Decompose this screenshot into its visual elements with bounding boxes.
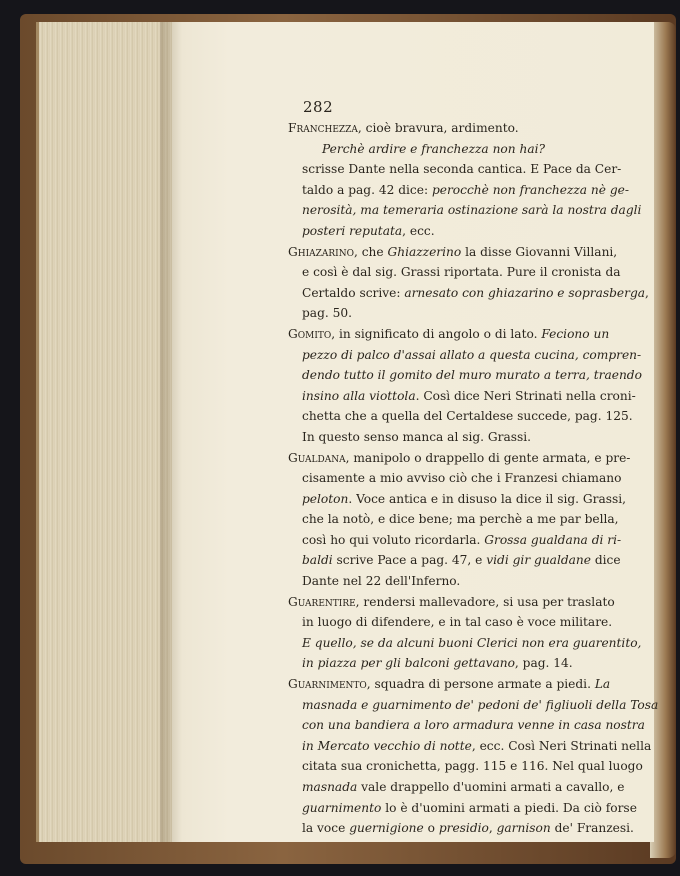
text-segment: e così è dal sig. Grassi riportata. Pure il cronista da (302, 265, 621, 280)
text-segment: . Voce antica e in disuso la dice il sig. Grassi, (348, 491, 627, 506)
text-line (288, 674, 644, 695)
italic-text: E quello, se da alcuni buoni Clerici non era guarentito, (302, 635, 642, 650)
text-line (288, 200, 644, 221)
text-line (288, 592, 644, 613)
italic-text: dendo tutto il gomito del muro murato a terra, traendo (302, 368, 642, 383)
text-line (288, 756, 644, 777)
text-line (288, 633, 644, 654)
italic-text: in piazza per gli balconi gettavano (302, 656, 515, 671)
page-number: 282 (303, 98, 334, 116)
text-line (288, 427, 644, 448)
text-line (288, 180, 644, 201)
page-edges (36, 22, 179, 842)
italic-text: peloton (302, 491, 349, 506)
italic-text: garnison (496, 821, 551, 836)
text-line (288, 695, 659, 716)
text-segment: In questo senso manca al sig. Grassi. (302, 429, 532, 444)
entry-headword: Ghiazarino (288, 244, 354, 259)
text-segment: , ecc. (402, 223, 435, 238)
text-segment: che la notò, e dice bene; ma perchè a me par bella, (302, 512, 619, 527)
text-line (288, 303, 644, 324)
entry-headword: Gomito (288, 326, 332, 341)
text-segment: la disse Giovanni Villani, (461, 244, 618, 259)
text-line (288, 489, 644, 510)
gutter-shadow (160, 22, 182, 842)
text-line (288, 118, 644, 139)
text-line (288, 221, 644, 242)
text-segment: , (645, 285, 649, 300)
text-segment: . Così dice Neri Strinati nella croni- (415, 388, 636, 403)
text-line (288, 818, 644, 839)
text-segment: così ho qui voluto ricordarla. (302, 532, 485, 547)
book-page (172, 22, 659, 842)
text-segment: , che (353, 244, 388, 259)
text-line (288, 448, 644, 469)
text-line (288, 386, 644, 407)
text-line (288, 571, 644, 592)
text-segment: scrisse Dante nella seconda cantica. E Pace da Cer- (302, 162, 622, 177)
italic-text: nerosità, ma temeraria ostinazione sarà la nostra dagli (302, 203, 642, 218)
text-segment: de' Franzesi. (550, 821, 634, 836)
text-segment: , rendersi mallevadore, si usa per traslato (355, 594, 615, 609)
italic-text: baldi (302, 553, 333, 568)
text-segment: taldo a pag. 42 dice: (302, 182, 432, 197)
text-line (288, 365, 644, 386)
text-segment: , (488, 821, 497, 836)
italic-text: Ghiazzerino (387, 244, 462, 259)
italic-text: vidi gir gualdane (486, 553, 591, 568)
text-line (288, 777, 644, 798)
text-line (288, 406, 644, 427)
text-line (288, 324, 644, 345)
italic-text: Feciono un (541, 326, 610, 341)
text-segment: chetta che a quella del Certaldese succede, pag. 125. (302, 409, 633, 424)
text-segment: vale drappello d'uomini armati a cavallo, e (357, 780, 625, 794)
text-line (288, 509, 644, 530)
text-segment: , squadra di persone armate a piedi. (366, 677, 595, 692)
italic-text: masnada (302, 780, 358, 794)
text-segment: pag. 50. (302, 306, 352, 321)
text-segment: lo è d'uomini armati a piedi. Da ciò forse (381, 800, 637, 815)
italic-text: presidio (438, 821, 489, 836)
page-text (288, 118, 659, 839)
entry-headword: Franchezza (288, 121, 358, 135)
text-line (288, 550, 644, 571)
italic-text: in Mercato vecchio di notte (302, 738, 472, 753)
entry-headword: Gualdana (288, 450, 346, 465)
italic-text: guarnimento (302, 800, 382, 815)
text-line (288, 283, 649, 304)
text-segment: Certaldo scrive: (302, 285, 405, 300)
text-segment: o (423, 821, 439, 836)
text-segment: in luogo di difendere, e in tal caso è voce militare. (302, 615, 613, 630)
italic-text: perocchè non franchezza nè ge- (431, 182, 630, 197)
italic-text: insino alla viottola (302, 388, 416, 403)
text-line (288, 159, 644, 180)
italic-text: con una bandiera a loro armadura venne in casa nostra (302, 718, 645, 733)
text-line (288, 468, 644, 489)
text-line (288, 139, 644, 160)
text-segment: dice (590, 553, 621, 568)
entry-headword: Guarentire (288, 594, 356, 609)
italic-text: masnada e guarnimento de' pedoni de' figliuoli della Tosa (302, 697, 659, 712)
text-line (288, 798, 644, 819)
text-segment: Dante nel 22 dell'Inferno. (302, 574, 461, 589)
entry-headword: Guarnimento (288, 677, 367, 692)
text-line (288, 262, 644, 283)
italic-text: guernigione (349, 821, 424, 836)
italic-text: pezzo di palco d'assai allato a questa cucina, compren- (302, 347, 642, 362)
italic-text: arnesato con ghiazarino e soprasberga (404, 285, 646, 300)
text-segment: cisamente a mio avviso ciò che i Franzesi chiamano (302, 471, 622, 486)
text-segment: , pag. 14. (514, 656, 573, 671)
text-line (288, 736, 652, 757)
text-line (288, 612, 644, 633)
italic-text: posteri reputata (302, 223, 403, 238)
text-segment: scrive Pace a pag. 47, e (332, 553, 487, 568)
text-segment: , manipolo o drappello di gente armata, e pre- (345, 450, 631, 465)
text-segment: citata sua cronichetta, pagg. 115 e 116. Nel qual luogo (302, 759, 643, 774)
text-segment: , cioè bravura, ardimento. (357, 121, 519, 135)
text-line (288, 653, 644, 674)
italic-text: Grossa gualdana di ri- (484, 532, 622, 547)
text-line (288, 242, 644, 263)
text-segment: , in significato di angolo o di lato. (331, 326, 542, 341)
text-line (288, 530, 644, 551)
italic-text: La (594, 677, 611, 692)
text-line (288, 715, 644, 736)
italic-text: Perchè ardire e franchezza non hai? (322, 141, 546, 156)
text-segment: , ecc. Così Neri Strinati nella (471, 738, 652, 753)
text-line (288, 345, 644, 366)
text-segment: la voce (302, 821, 350, 836)
